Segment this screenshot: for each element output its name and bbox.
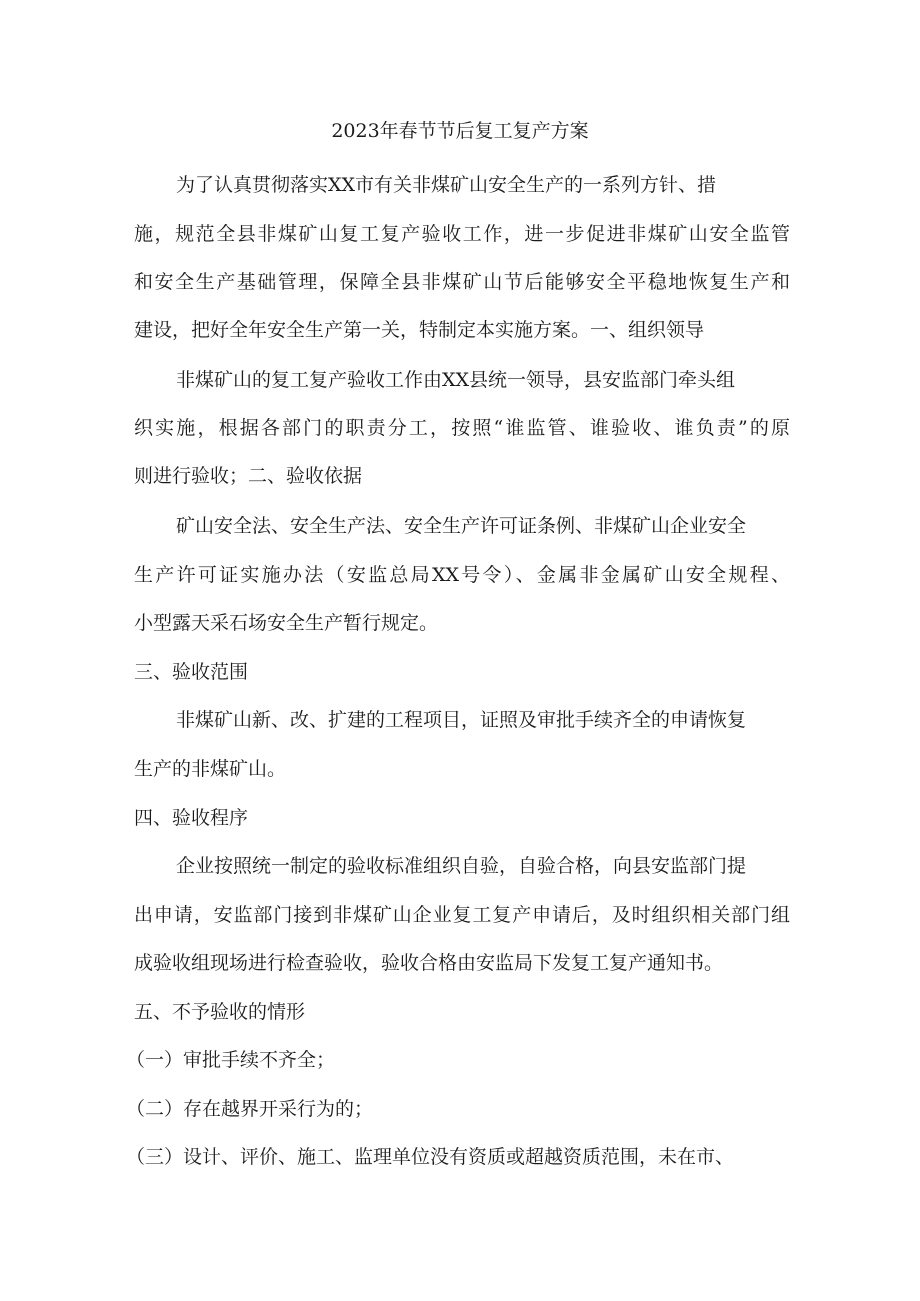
paragraph-line: 织实施，根据各部门的职责分工，按照“谁监管、谁验收、谁负责”的原 (134, 417, 790, 439)
section-heading: 五、不予验收的情形 (134, 1001, 306, 1023)
paragraph-line: 矿山安全法、安全生产法、安全生产许可证条例、非煤矿山企业安全 (176, 515, 747, 537)
list-item: （三）设计、评价、施工、监理单位没有资质或超越资质范围，未在市、 (126, 1146, 735, 1168)
list-item: （一）审批手续不齐全； (126, 1049, 336, 1071)
section-heading: 三、验收范围 (134, 661, 249, 683)
paragraph-line: 则进行验收；二、验收依据 (134, 465, 363, 487)
document-title: 2023年春节节后复工复产方案 (331, 120, 589, 142)
paragraph-line: 生产许可证实施办法（安监总局XX号令）、金属非金属矿山安全规程、 (134, 564, 790, 586)
paragraph-line: 非煤矿山新、改、扩建的工程项目，证照及审批手续齐全的申请恢复 (176, 709, 747, 731)
paragraph-line: 小型露天采石场安全生产暂行规定。 (134, 612, 439, 634)
section-heading: 四、验收程序 (134, 807, 249, 829)
list-item: （二）存在越界开采行为的； (126, 1098, 374, 1120)
paragraph-line: 施，规范全县非煤矿山复工复产验收工作，进一步促进非煤矿山安全监管 (134, 223, 790, 245)
paragraph-line: 建设，把好全年安全生产第一关，特制定本实施方案。一、组织领导 (134, 319, 705, 341)
paragraph-line: 生产的非煤矿山。 (134, 758, 287, 780)
paragraph-line: 和安全生产基础管理，保障全县非煤矿山节后能够安全平稳地恢复生产和 (134, 271, 790, 293)
paragraph-line: 出申请，安监部门接到非煤矿山企业复工复产申请后，及时组织相关部门组 (134, 904, 790, 926)
paragraph-line: 企业按照统一制定的验收标准组织自验，自验合格，向县安监部门提 (176, 855, 747, 877)
paragraph-line: 成验收组现场进行检查验收，验收合格由安监局下发复工复产通知书。 (134, 952, 724, 974)
paragraph-line: 非煤矿山的复工复产验收工作由XX县统一领导，县安监部门牵头组 (176, 369, 736, 391)
paragraph-line: 为了认真贯彻落实XX市有关非煤矿山安全生产的一系列方针、措 (176, 174, 717, 196)
